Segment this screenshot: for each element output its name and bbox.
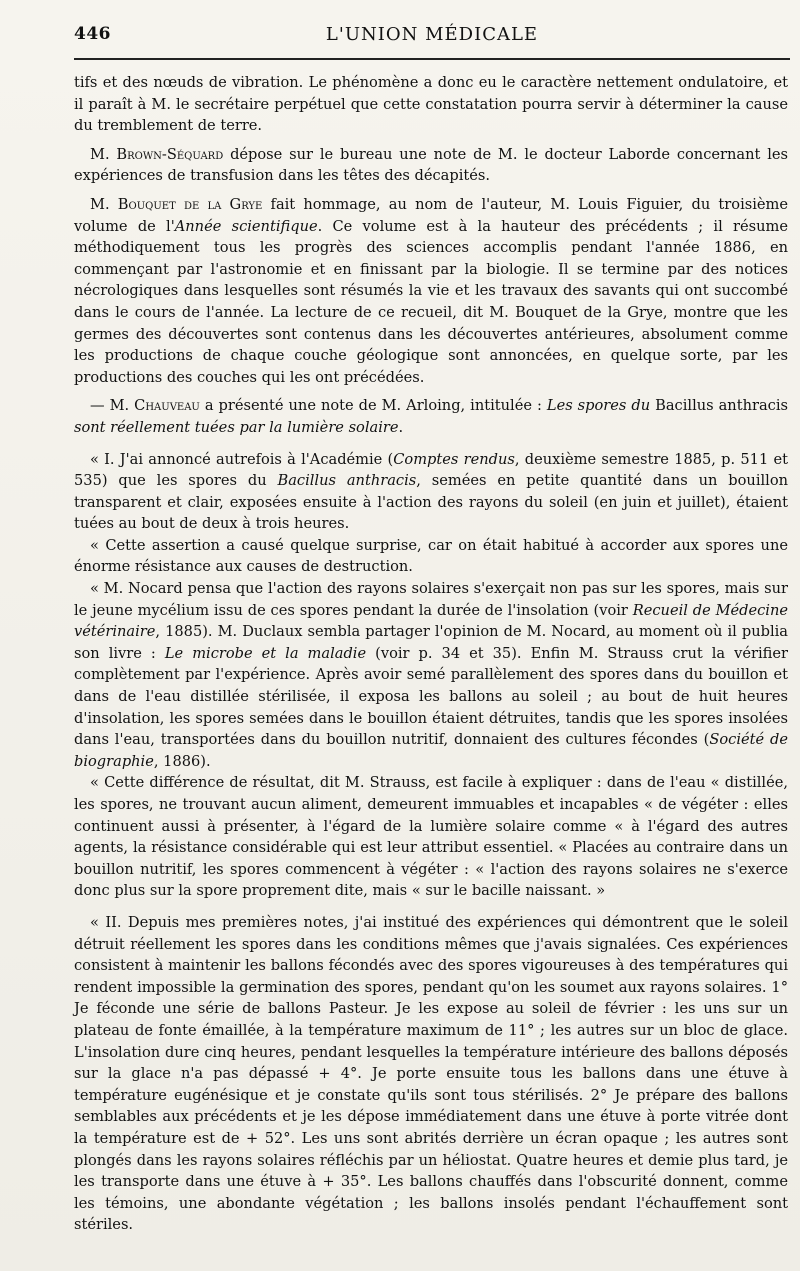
- paragraph-prefix: — M.: [90, 397, 135, 415]
- paragraph-text: « Cette assertion a causé quelque surprise, car on était habitué à accorder aux spores une énorme résistance aux causes de destruction.: [74, 536, 788, 576]
- italic-title: Les spores du: [546, 397, 651, 415]
- paragraph-text: tifs et des nœuds de vibration. Le phénomène a donc eu le caractère nettement ondulatoire, et il paraît à M. le secrétaire perpétuel que cette constatation pourra servir à déterminer la cause du tremblement de terre.: [74, 74, 788, 135]
- paragraph-text: Bacillus anthracis: [650, 397, 788, 415]
- paragraph-text: fait hommage, au nom de l'auteur, M. Louis Figuier, du troisième volume de l': [74, 195, 788, 235]
- paragraph: [74, 72, 788, 137]
- paragraph-text: « M. Nocard pensa que l'action des rayons solaires s'exerçait non pas sur les spores, mais sur le jeune mycélium issu de ces spores pendant la durée de l'insolation (voir: [74, 580, 788, 619]
- paragraph: [74, 772, 788, 902]
- paragraph-text: . Ce volume est à la hauteur des précédents ; il résume méthodiquement tous les progrès des sciences accomplis pendant l'année 1886, en commençant par l'astronomie et en finissant par la biologie. Il se termine par des notices nécrologiques dans lesquelles sont résumés la vie et les travaux des savants qui ont succombé dans le cours de l'année. La lecture de ce recueil, dit M. Bouquet de la Grye, montre que les germes des découvertes sont contenus dans les découvertes antérieures, absolument comme les productions de chaque couche géologique sont annoncées, en quelque sorte, par les productions des couches qui les ont précédées.: [74, 217, 788, 386]
- paragraph: [74, 535, 788, 578]
- speaker-name: Chauveau: [134, 397, 200, 415]
- paragraph-text: « II. Depuis mes premières notes, j'ai institué des expériences qui démontrent que le soleil détruit réellement les spores dans les conditions mêmes que j'avais signalées. Ces expériences consistent à maintenir les ballons fécondés avec des spores vigoureuses à des températures qui rendent impossible la germination des spores, pendant qu'on les soumet aux rayons solaires. 1° Je féconde une série de ballons Pasteur. Je les expose au soleil de février : les uns sur un plateau de fonte émaillée, à la température maximum de 11° ; les autres sur un bloc de glace. L'insolation dure cinq heures, pendant lesquelles la température intérieure des ballons déposés sur la glace n'a pas dépassé + 4°. Je porte ensuite tous les ballons dans une étuve à température eugénésique et je constate qu'ils sont tous stérilisés. 2° Je prépare des ballons semblables aux précédents et je les dépose immédiatement dans une étuve à porte vitrée dont la température est de + 52°. Les uns sont abrités derrière un écran opaque ; les autres sont plongés dans les rayons solaires réfléchis par un héliostat. Quatre heures et demie plus tard, je les transporte dans une étuve à + 35°. Les ballons chauffés dans l'obscurité donnent, comme les témoins, une abondante végétation ; les ballons insolés pendant l'échauffement sont stériles.: [74, 913, 788, 1234]
- paragraph-text: « I. J'ai annoncé autrefois à l'Académie (: [90, 450, 394, 468]
- speaker-name: M. Brown-Séquard: [90, 145, 224, 163]
- paragraph: [74, 194, 788, 388]
- speaker-name: M. Bouquet de la Grye: [90, 195, 263, 213]
- paragraph: [74, 395, 788, 438]
- running-title: L'UNION MÉDICALE: [325, 24, 539, 45]
- paragraph-text: , 1886).: [153, 752, 211, 770]
- italic-title: sont réellement tuées par la lumière solaire: [74, 418, 399, 436]
- italic-title: Année scientifique: [174, 217, 318, 235]
- paragraph-text: dépose sur le bureau une note de M. le docteur Laborde concernant les expériences de transfusion dans les têtes des décapités.: [74, 145, 788, 185]
- paragraph: [74, 144, 788, 187]
- paragraph: [74, 578, 788, 772]
- paragraph: [74, 449, 788, 535]
- page-header: [74, 0, 790, 56]
- page-number: 446: [74, 24, 111, 44]
- paragraph-text: a présenté une note de M. Arloing, intitulée :: [199, 397, 547, 415]
- paragraph-text: « Cette différence de résultat, dit M. Strauss, est facile à expliquer : dans de l'eau « distillée, les spores, ne trouvant aucun aliment, demeurent immuables et incapables « de végéter : elles continuent aussi à présenter, à l'égard de la lumière solaire comme « à l'égard des autres agents, la résistance considérable qui est leur attribut essentiel. « Placées au contraire dans un bouillon nutritif, les spores commencent à végéter : « l'action des rayons solaires ne s'exerce donc plus sur la spore proprement dite, mais « sur le bacille naissant. »: [74, 774, 788, 900]
- paragraph-text: , semées en petite quantité dans un bouillon transparent et clair, exposées ensuite à l'action des rayons du soleil (en juin et juillet), étaient tuées au bout de deux à trois heures.: [74, 472, 789, 533]
- paragraph-text: , deuxième semestre 1885, p. 511 et 535) que les spores du: [74, 450, 788, 490]
- header-rule: [74, 58, 790, 60]
- italic-title: Le microbe et la maladie: [164, 644, 367, 662]
- italic-title: Recueil de Médecine vétérinaire: [74, 601, 788, 641]
- italic-title: Bacillus anthracis: [277, 472, 417, 490]
- paragraph: [74, 912, 788, 1236]
- paragraph-text: (voir p. 34 et 35). Enfin M. Strauss crut la vérifier complètement par l'expérience. Après avoir semé parallèlement des spores dans du bouillon et dans de l'eau distillée stérilisée, il exposa les ballons au soleil ; au bout de huit heures d'insolation, les spores semées dans le bouillon étaient détruites, tandis que les spores insolées dans l'eau, transportées dans du bouillon nutritif, donnaient des cultures fécondes (: [74, 644, 789, 749]
- paragraph-text: , 1885). M. Duclaux sembla partager l'opinion de M. Nocard, au moment où il publia son livre :: [74, 623, 788, 662]
- article-body: [74, 72, 788, 1243]
- paragraph-text: .: [398, 418, 404, 436]
- italic-title: Société de biographie: [74, 731, 788, 770]
- italic-title: Comptes rendus: [393, 450, 515, 468]
